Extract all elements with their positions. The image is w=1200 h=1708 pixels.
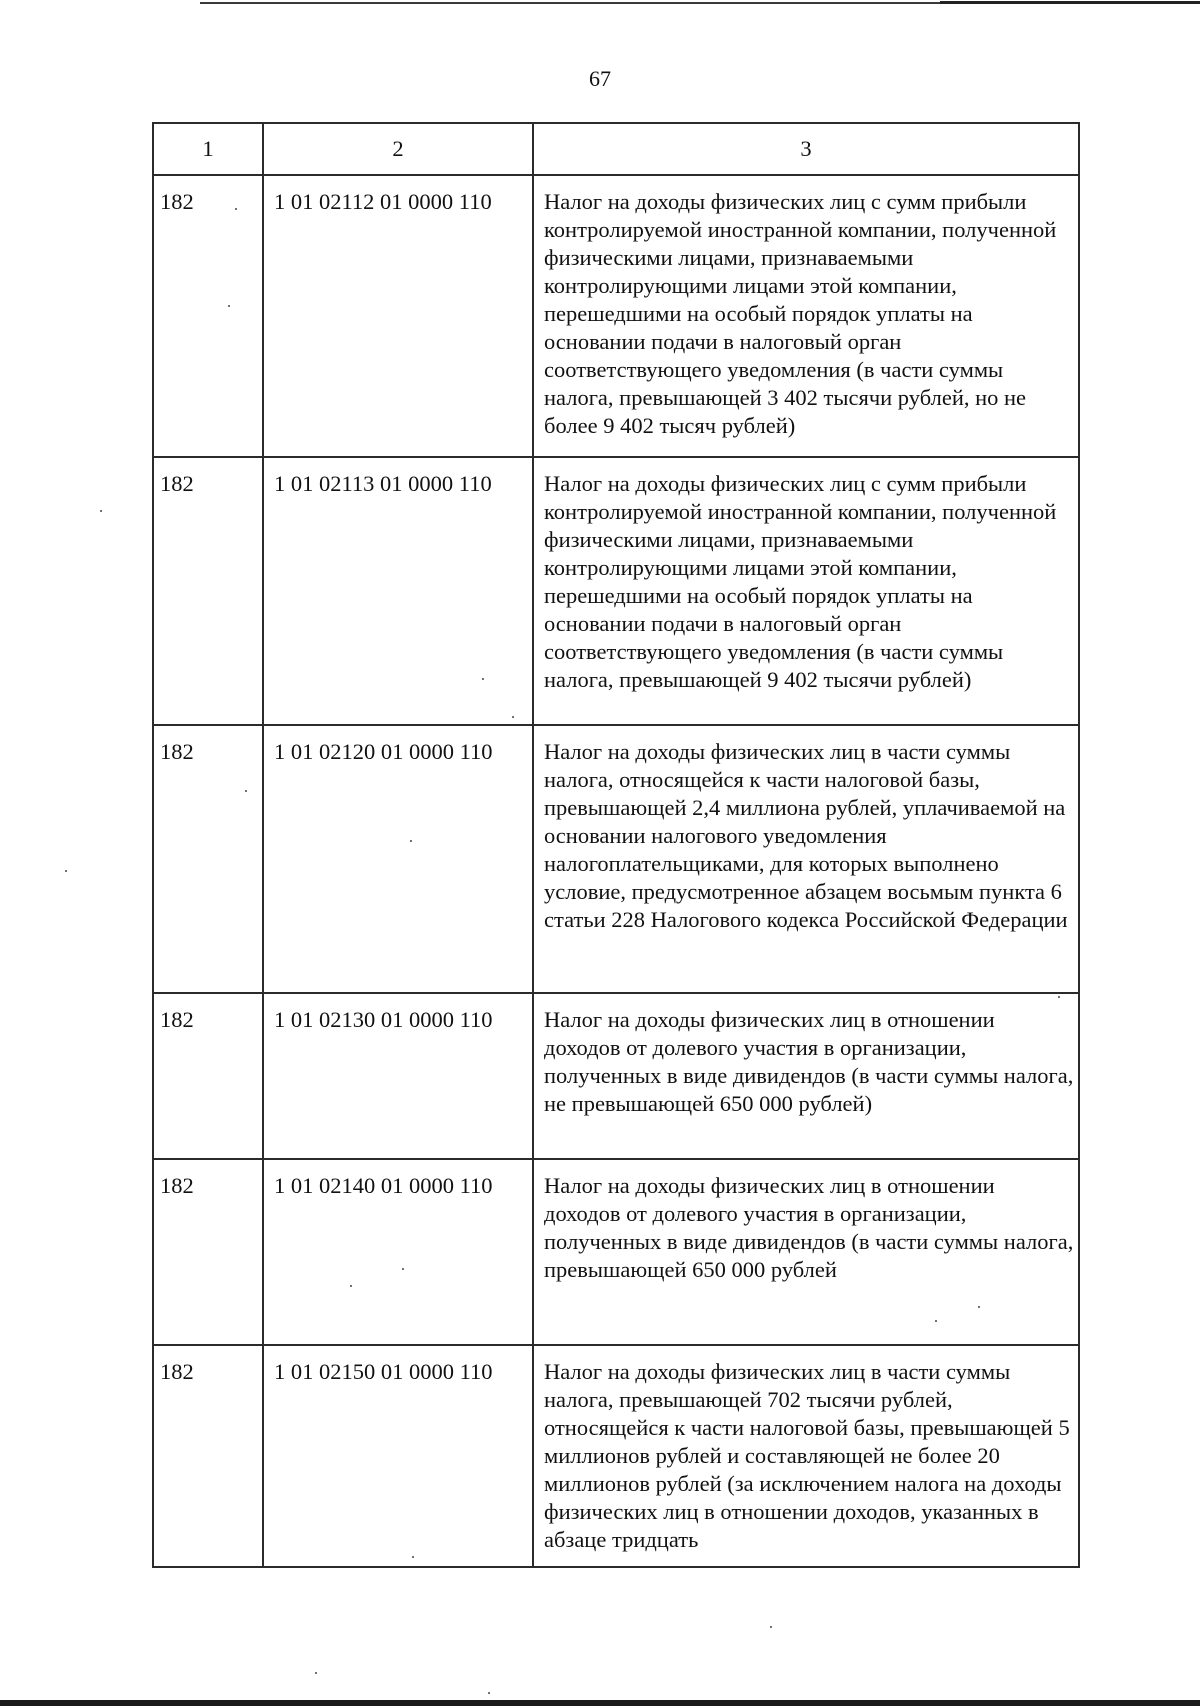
scan-speck [412,1556,414,1558]
table-row [153,175,1079,457]
scan-speck [1058,996,1060,998]
admin-code: 182 [160,739,194,764]
kbk-code: 1 01 02130 01 0000 110 [274,1007,493,1032]
scan-speck [978,1306,980,1308]
scan-speck [65,870,67,872]
admin-code: 182 [160,1007,194,1032]
kbk-cell [263,1159,533,1345]
description-cell [533,725,1079,993]
scan-speck [402,1268,404,1270]
table-row [153,1345,1079,1567]
kbk-cell [263,457,533,725]
kbk-cell [263,1345,533,1567]
description-text: Налог на доходы физических лиц в отношении доходов от долевого участия в организации, полученных в виде дивидендов (в части суммы налога, превышающей 650 000 рублей [544,1173,1074,1282]
table-row [153,457,1079,725]
kbk-code: 1 01 02120 01 0000 110 [274,739,493,764]
admin-code-cell [153,1345,263,1567]
admin-code: 182 [160,1173,194,1198]
admin-code: 182 [160,1359,194,1384]
header-col-1: 1 [153,123,263,175]
admin-code-cell [153,457,263,725]
budget-classification-table [152,122,1080,1568]
scan-speck [228,305,230,307]
admin-code-cell [153,175,263,457]
scan-speck [770,1626,772,1628]
kbk-cell [263,175,533,457]
admin-code: 182 [160,471,194,496]
scan-speck [245,790,247,792]
description-text: Налог на доходы физических лиц с сумм прибыли контролируемой иностранной компании, полученной физическими лицами, признаваемыми контролирующими лицами этой компании, перешедшими на особый порядок уплаты на основании подачи в налоговый орган соответствующего уведомления (в части суммы налога, превышающей 9 402 тысячи рублей) [544,471,1057,692]
description-cell [533,175,1079,457]
scan-speck [235,208,237,210]
scan-speck [315,1672,317,1674]
scan-speck [482,678,484,680]
kbk-code: 1 01 02140 01 0000 110 [274,1173,493,1198]
scan-edge-bottom [0,1700,1200,1706]
description-text: Налог на доходы физических лиц в части суммы налога, превышающей 702 тысячи рублей, относящейся к части налоговой базы, превышающей 5 миллионов рублей и составляющей не более 20 миллионов рублей (за исключением налога на доходы физических лиц в отношении доходов, указанных в абзаце тридцать [544,1359,1070,1552]
table-header-row [153,123,1079,175]
description-text: Налог на доходы физических лиц с сумм прибыли контролируемой иностранной компании, полученной физическими лицами, признаваемыми контролирующими лицами этой компании, перешедшими на особый порядок уплаты на основании подачи в налоговый орган соответствующего уведомления (в части суммы налога, превышающей 3 402 тысячи рублей, но не более 9 402 тысяч рублей) [544,189,1057,438]
description-text: Налог на доходы физических лиц в части суммы налога, относящейся к части налоговой базы, превышающей 2,4 миллиона рублей, уплачиваемой на основании налогового уведомления налогоплательщиками, для которых выполнено условие, предусмотренное абзацем восьмым пункта 6 статьи 228 Налогового кодекса Российской Федерации [544,739,1068,932]
description-cell [533,1345,1079,1567]
kbk-code: 1 01 02112 01 0000 110 [274,189,492,214]
admin-code: 182 [160,189,194,214]
admin-code-cell [153,993,263,1159]
kbk-cell [263,725,533,993]
scan-speck [488,1692,490,1694]
table-row [153,1159,1079,1345]
kbk-code: 1 01 02150 01 0000 110 [274,1359,493,1384]
kbk-code: 1 01 02113 01 0000 110 [274,471,492,496]
table-row [153,993,1079,1159]
description-cell [533,457,1079,725]
table-row [153,725,1079,993]
scan-speck [512,716,514,718]
header-col-2: 2 [263,123,533,175]
header-col-3: 3 [533,123,1079,175]
description-text: Налог на доходы физических лиц в отношении доходов от долевого участия в организации, полученных в виде дивидендов (в части суммы налога, не превышающей 650 000 рублей) [544,1007,1074,1116]
kbk-cell [263,993,533,1159]
scan-edge-top [200,2,1200,4]
admin-code-cell [153,1159,263,1345]
scan-speck [100,510,102,512]
page-number: 67 [589,66,611,91]
scan-speck [935,1320,937,1322]
admin-code-cell [153,725,263,993]
scan-speck [410,840,412,842]
description-cell [533,1159,1079,1345]
scan-speck [350,1285,352,1287]
description-cell [533,993,1079,1159]
